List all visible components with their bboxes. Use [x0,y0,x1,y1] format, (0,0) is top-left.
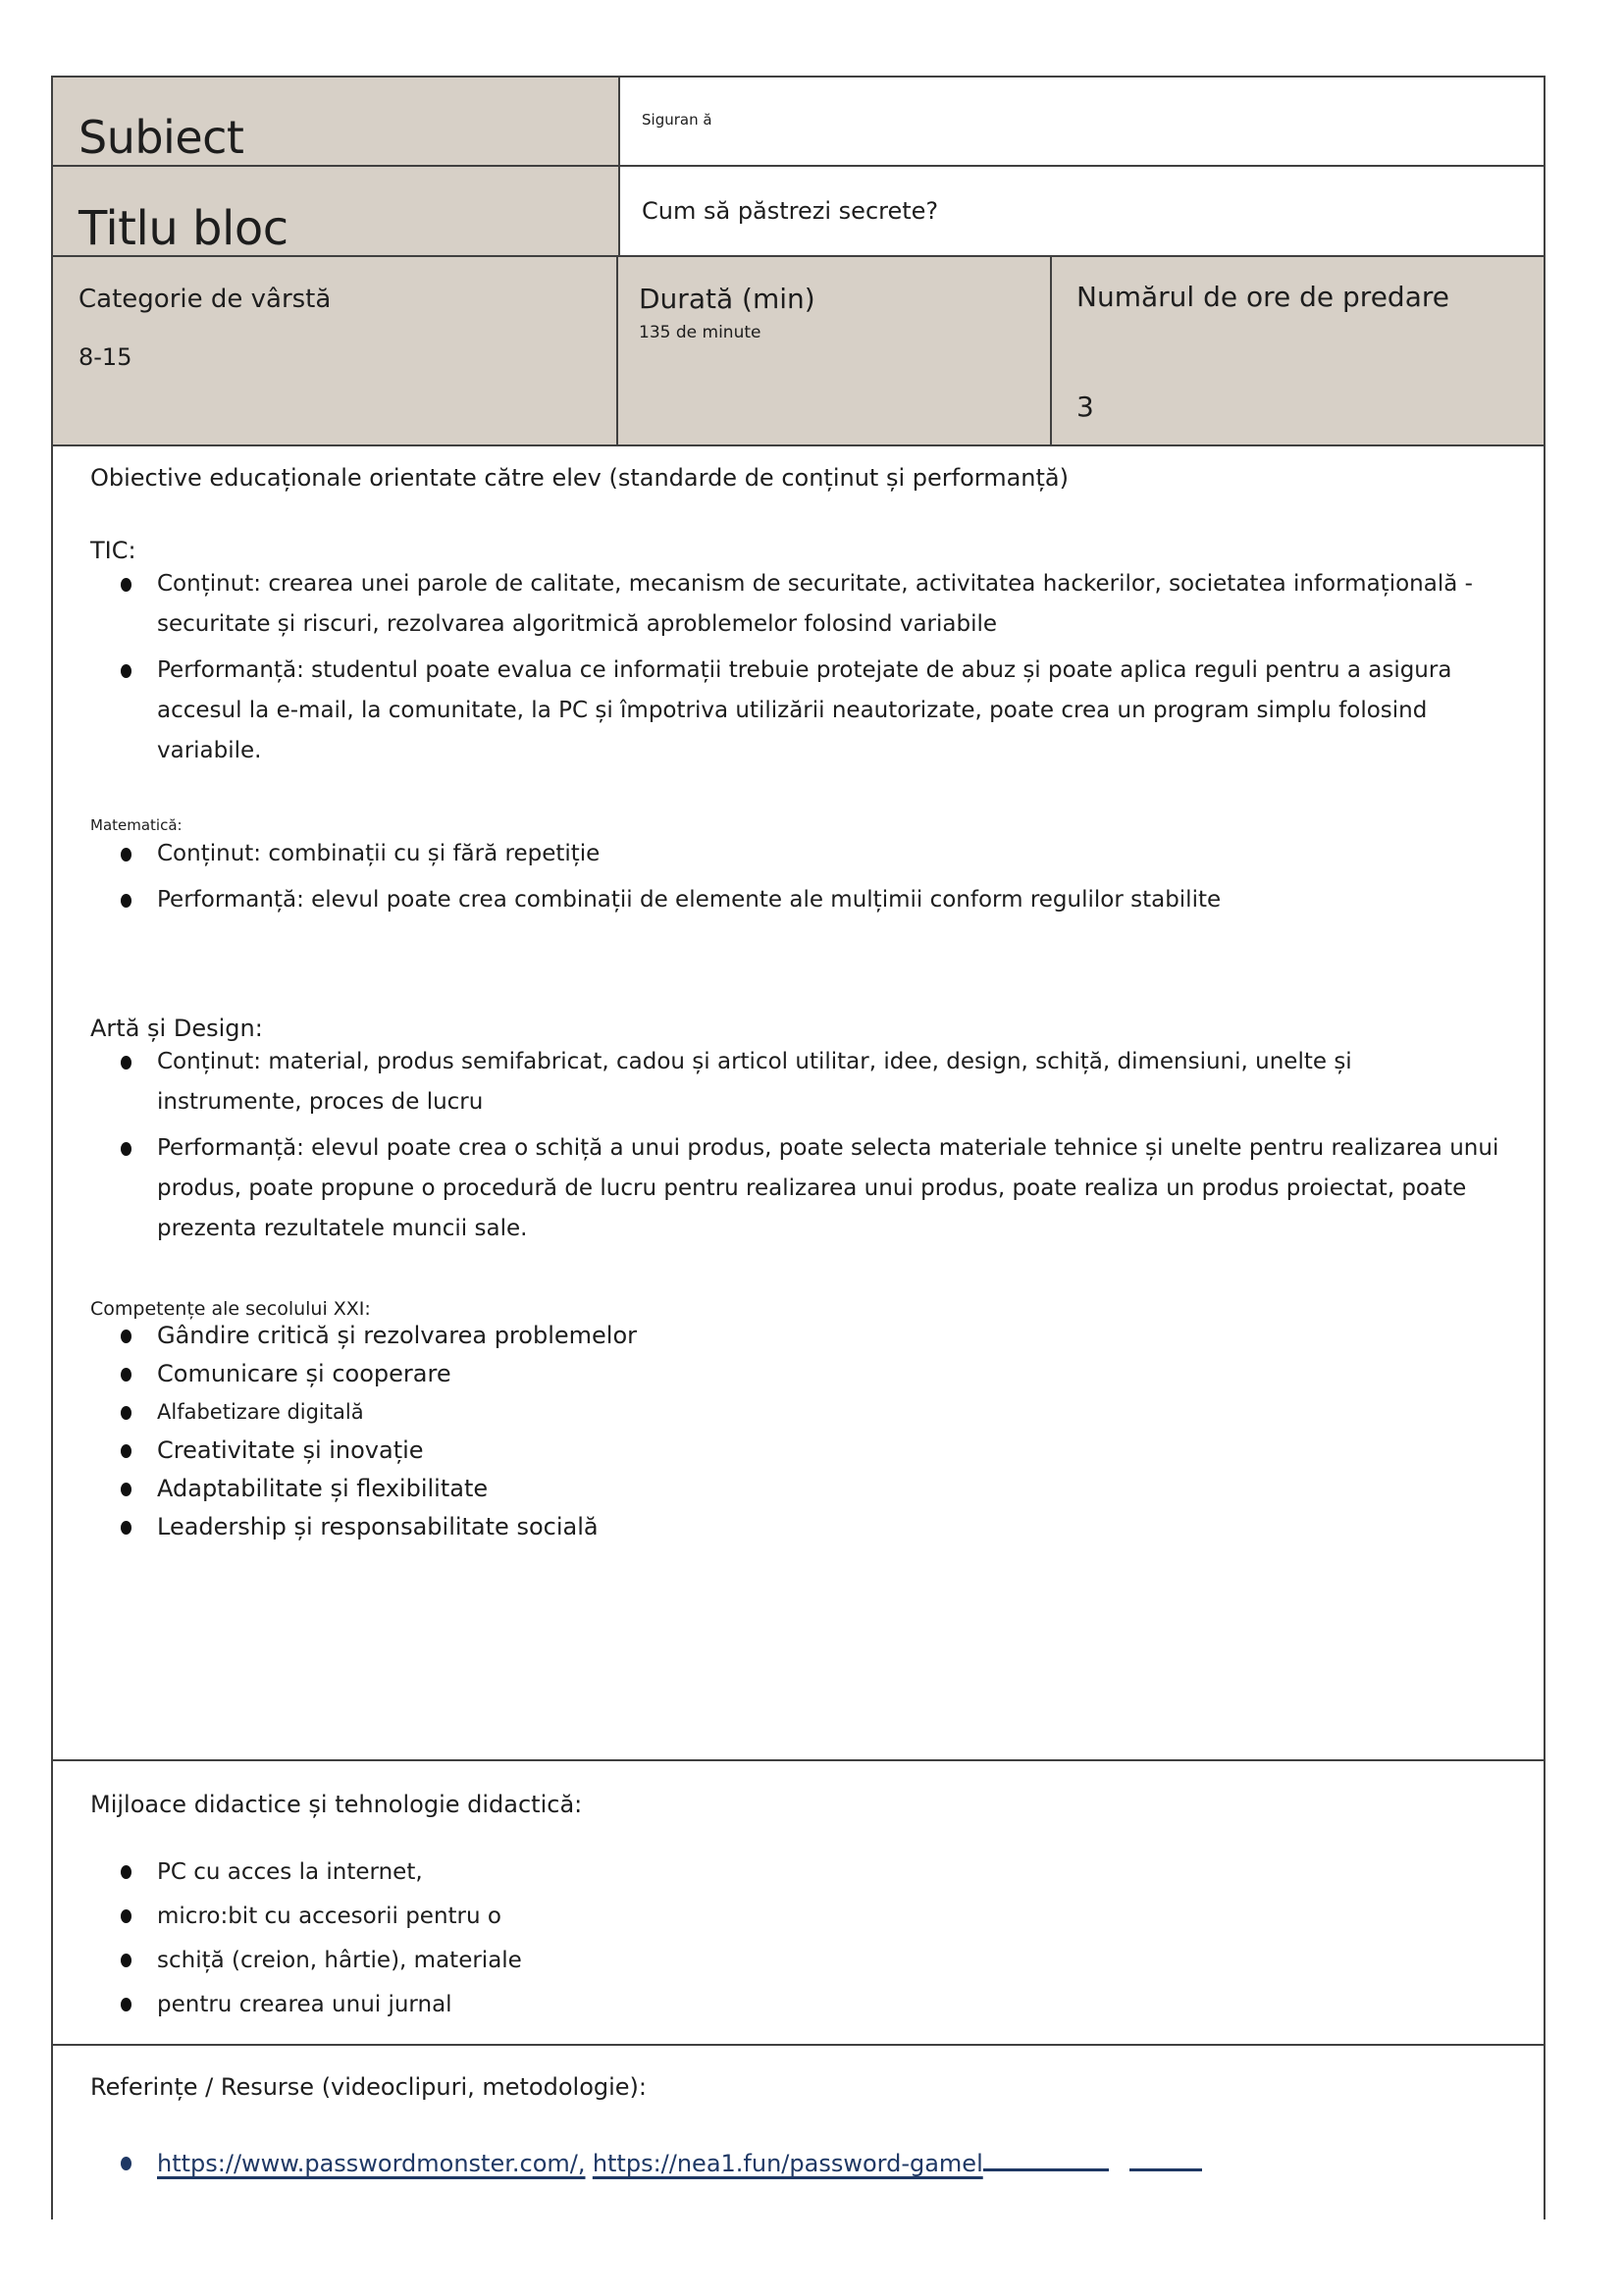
list-item: micro:bit cu accesorii pentru o [157,1902,1499,1931]
list-item: Performanță: studentul poate evalua ce informații trebuie protejate de abuz și poate aplica reguli pentru a asigura accesul la e-mail, la comunitate, la PC și împotriva utilizării neautorizate, poate crea un program simplu folosind variabile. [157,651,1499,771]
header-row-subject [51,76,1545,165]
subject-label-cell [53,78,618,165]
art-design-label: Artă și Design: [90,1015,263,1042]
list-item: Gândire critică și rezolvarea problemelor [157,1320,1499,1352]
age-category-label: Categorie de vârstă [79,285,332,314]
tic-list [90,564,1499,771]
list-item: Leadership și responsabilitate socială [157,1511,1499,1543]
duration-cell [616,257,1050,444]
block-title-label: Titlu bloc [79,200,288,255]
math-list [90,834,1499,920]
list-item: Conținut: crearea unei parole de calitate, mecanism de securitate, activitatea hackerilor, societatea informațională - securitate și riscuri, rezolvarea algoritmică aproblemelor folosind variabile [157,564,1499,645]
list-item: schiță (creion, hârtie), materiale [157,1946,1499,1975]
materials-section [51,1759,1545,2044]
tic-label: TIC: [90,537,136,564]
materials-list [90,1857,1499,2019]
list-item: Conținut: material, produs semifabricat, cadou și articol utilitar, idee, design, schiță, dimensiuni, unelte și instrumente, proces de lucru [157,1042,1499,1122]
century-skills-list [90,1320,1499,1543]
list-item: Performanță: elevul poate crea o schiță a unui produs, poate selecta materiale tehnice și unelte pentru realizarea unui produs, poate propune o procedură de lucru pentru realizarea unui produs, poate realiza un produs proiectat, poate prezenta rezultatele muncii sale. [157,1128,1499,1249]
list-item: Adaptabilitate și flexibilitate [157,1473,1499,1505]
subject-value-cell [618,78,1544,165]
list-item: pentru crearea unui jurnal [157,1990,1499,2019]
list-item: Performanță: elevul poate crea combinații de elemente ale mulțimii conform regulilor stabilite [157,880,1499,920]
list-item: PC cu acces la internet, [157,1857,1499,1887]
art-design-list [90,1042,1499,1249]
subject-label: Subiect [79,110,244,164]
reference-link-nea1[interactable]: https://nea1.fun/password-gamel [592,2150,983,2177]
materials-heading: Mijloace didactice și tehnologie didactică: [90,1791,583,1818]
header-row-title [51,165,1545,255]
math-label: Matematică: [90,816,183,834]
link-underline-trail [983,2144,1109,2171]
objectives-section [51,444,1545,1759]
list-item [157,2144,1499,2184]
teaching-hours-cell [1050,257,1544,444]
teaching-hours-label: Numărul de ore de predare [1076,281,1449,313]
lesson-plan-table [51,76,1545,2219]
age-category-cell [53,257,616,444]
header-row-meta [51,255,1545,444]
block-title-value-cell [618,167,1544,255]
list-item: Comunicare și cooperare [157,1358,1499,1390]
block-title-value: Cum să păstrezi secrete? [642,197,939,225]
references-section [51,2044,1545,2219]
subject-value: Siguran ă [642,111,712,129]
link-underline-trail [1129,2144,1202,2171]
references-heading: Referințe / Resurse (videoclipuri, metodologie): [90,2073,647,2101]
age-category-value: 8-15 [79,343,132,371]
block-title-label-cell [53,167,618,255]
list-item: Alfabetizare digitală [157,1396,1499,1429]
teaching-hours-value: 3 [1076,391,1094,423]
duration-label: Durată (min) [639,283,815,315]
list-item: Creativitate și inovație [157,1435,1499,1467]
century-skills-label: Competențe ale secolului XXI: [90,1298,371,1320]
reference-link-passwordmonster[interactable]: https://www.passwordmonster.com/, [157,2150,586,2177]
list-item: Conținut: combinații cu și fără repetiție [157,834,1499,874]
references-list [90,2144,1499,2184]
objectives-heading: Obiective educaționale orientate către elev (standarde de conținut și performanță) [90,464,1069,492]
duration-value: 135 de minute [639,323,761,342]
